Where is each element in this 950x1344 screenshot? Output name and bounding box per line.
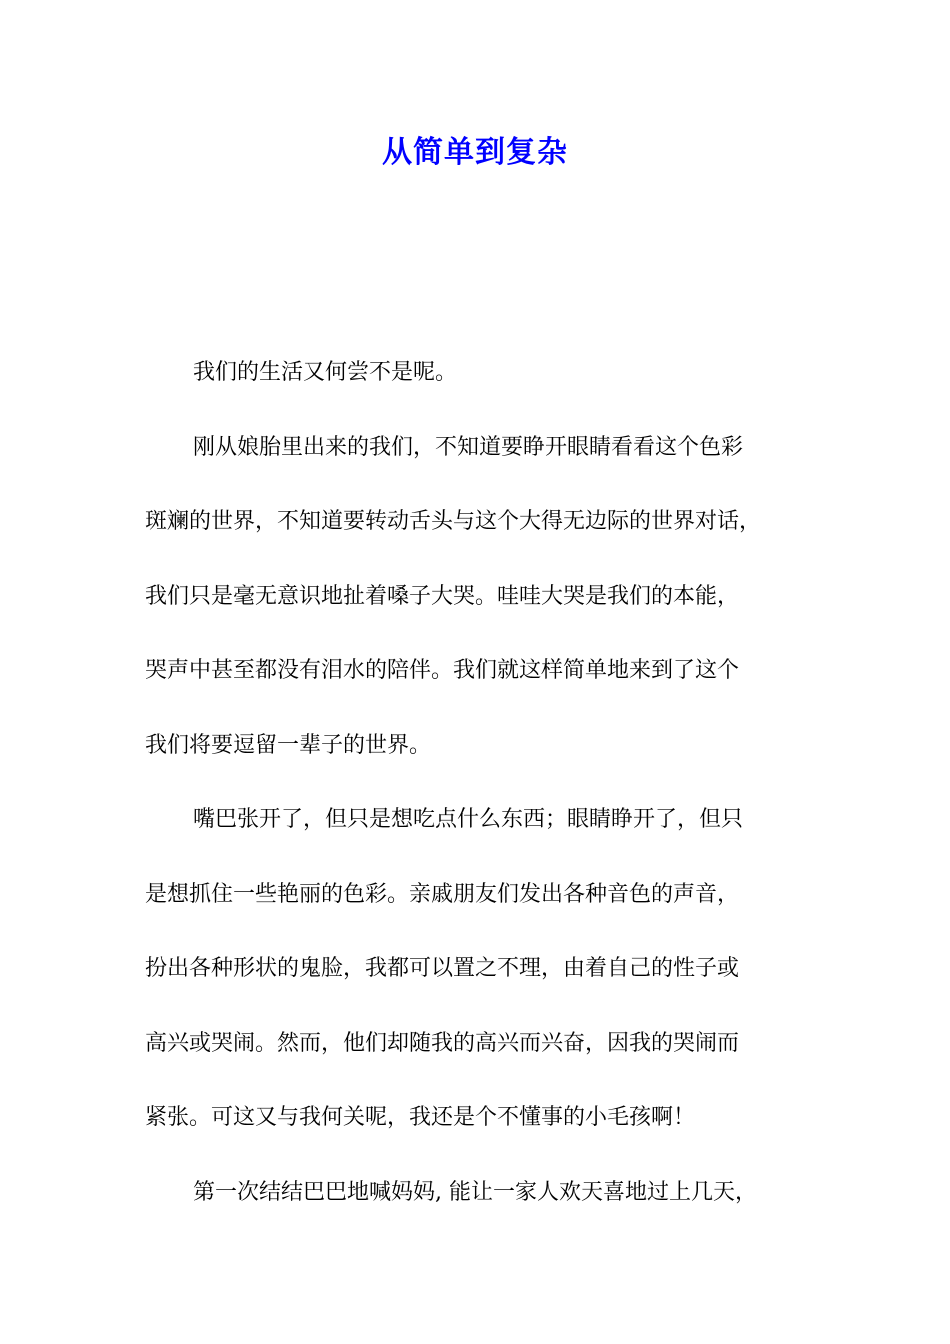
paragraph-1 — [145, 336, 825, 411]
text-line: 我们只是毫无意识地扯着嗓子大哭。哇哇大哭是我们的本能， — [145, 583, 740, 609]
text-line: 刚从娘胎里出来的我们，不知道要睁开眼睛看看这个色彩 — [193, 434, 744, 460]
document-title: 从简单到复杂 — [382, 135, 568, 170]
paragraph-4 — [145, 1156, 825, 1231]
paragraph-2 — [145, 411, 825, 784]
text-line: 我们的生活又何尝不是呢。 — [193, 360, 458, 385]
text-line: 紧张。可这又与我何关呢，我还是个不懂事的小毛孩啊！ — [145, 1105, 696, 1130]
paragraph-3 — [145, 783, 825, 1156]
text-line: 第一次结结巴巴地喊妈妈, 能让一家人欢天喜地过上几天， — [193, 1179, 757, 1205]
text-line: 是想抓住一些艳丽的色彩。亲戚朋友们发出各种音色的声音， — [145, 881, 740, 907]
text-line: 哭声中甚至都没有泪水的陪伴。我们就这样简单地来到了这个 — [145, 658, 740, 683]
document-body — [145, 336, 825, 1230]
text-line: 扮出各种形状的鬼脸，我都可以置之不理，由着自己的性子或 — [145, 956, 740, 981]
text-line: 高兴或哭闹。然而，他们却随我的高兴而兴奋，因我的哭闹而 — [145, 1030, 740, 1056]
text-line: 我们将要逗留一辈子的世界。 — [145, 732, 432, 758]
text-line: 嘴巴张开了，但只是想吃点什么东西；眼睛睁开了，但只 — [193, 807, 744, 832]
text-line: 斑斓的世界，不知道要转动舌头与这个大得无边际的世界对话， — [145, 509, 762, 534]
